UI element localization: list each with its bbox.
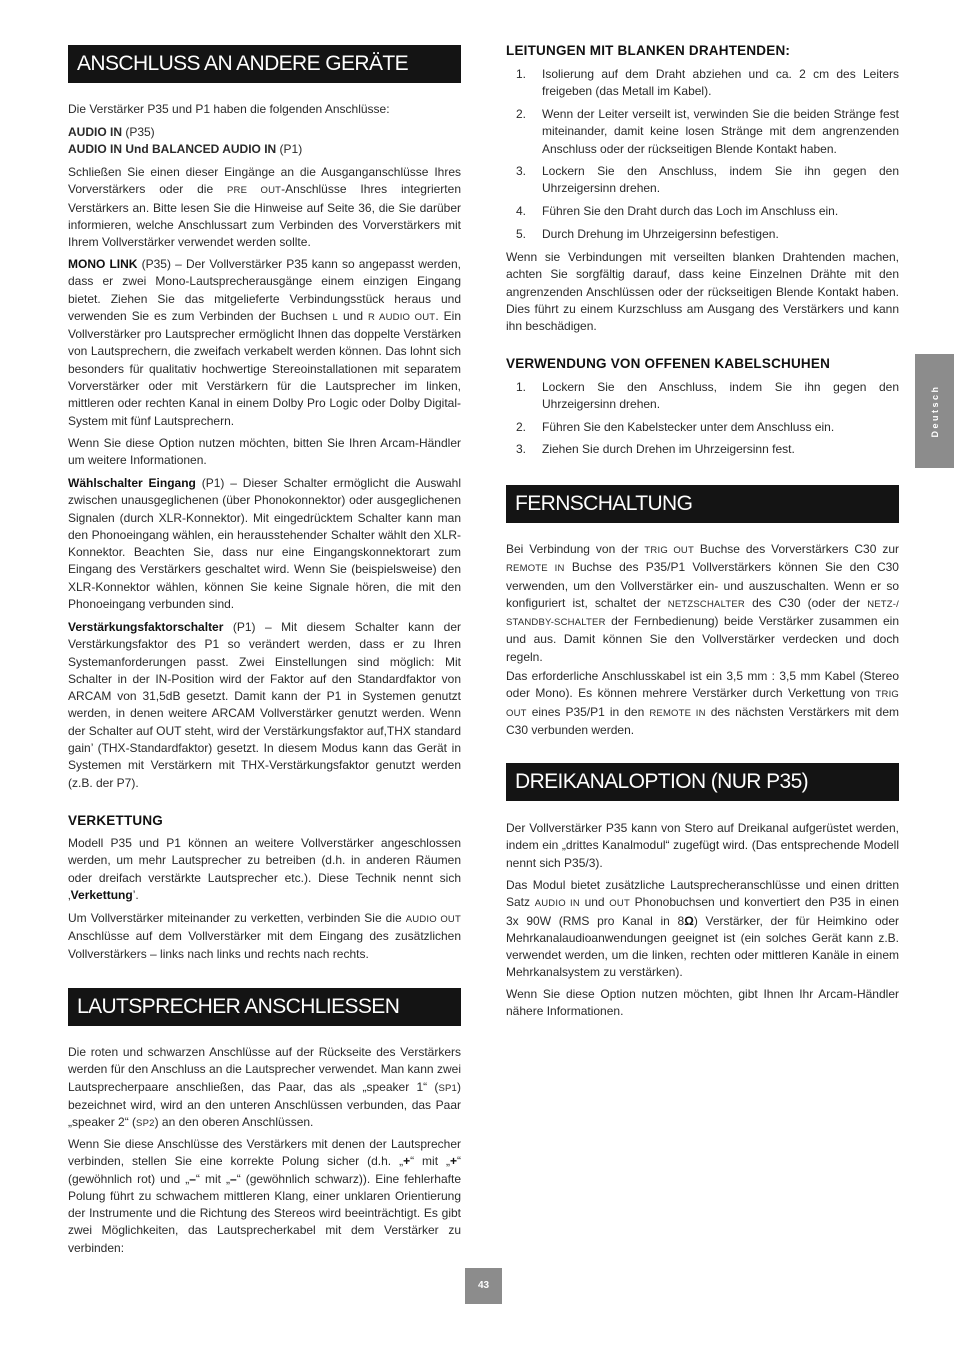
paragraph-bare-warning: Wenn sie Verbindungen mit verseilten blanken Drahtenden machen, achten Sie sorgfältig darauf, dass keine Einzelnen Drähte mit den angrenzenden Anschlüssen oder der rückseitigen Blende Kontakt haben. Dies führt zu einem Kurzschluss am Ausgang des Verstärkers und kann ihn beschädigen. [506, 250, 899, 334]
audio-in-balanced-line: AUDIO IN Und BALANCED AUDIO IN (P1) [68, 142, 303, 156]
paragraph-speaker-2: Wenn Sie diese Anschlüsse des Verstärkers mit denen der Lautsprecher verbinden, stellen Sie eine korrekte Polung sicher (d.h. „+“ mit „+“ (gewöhnlich rot) und „–“ mit „–“ (gewöhnlich schwarz)). Eine fehlerhafte Polung führt zu schwachem mittleren Klang, einer unklaren Orientierung der Instrumente und die Richtung des Stereos wird beeinträchtigt. Es gibt zwei Möglichkeiten, das Lautsprecherkabel mit dem Verstärker zu verbinden: [68, 1137, 461, 1255]
heading-verkettung: VERKETTUNG [68, 813, 164, 828]
paragraph-gain-switch: Verstärkungsfaktorschalter (P1) – Mit diesem Schalter kann der Verstärkungsfaktor des P1 so verändert werden, dass er zu Ihren Systemanforderungen passt. Zwei Einstellungen sind möglich: Mit Schalter in der IN-Position wird der Faktor auf den Standardfaktor von ARCAM von 31,5dB gesetzt. Damit kann der P1 in Systemen genutzt werden, in denen weitere ARCAM Vollverstärker genutzt werden. Wenn der Schalter auf OUT steht, wird der Verstärkungsfaktor auf,THX standard gain’ (THX-Standardfaktor) gesetzt. In diesem Modus kann das Gerät in Systemen mit Verstärkern mit THX-Verstärkungsfaktor genutzt werden (z.B. der P7). [68, 620, 461, 790]
section-heading-dreikanal: DREIKANALOPTION (NUR P35) [506, 763, 899, 801]
section-heading-fernschaltung: FERNSCHALTUNG [506, 485, 899, 523]
paragraph-option-info: Wenn Sie diese Option nutzen möchten, bitten Sie Ihren Arcam-Händler um weitere Informationen. [68, 436, 461, 468]
paragraph-input-selector: Wählschalter Eingang (P1) – Dieser Schalter ermöglicht die Auswahl zwischen unausgeglichenen (über Phonokonnektor) oder ausgeglichenen Signalen (durch XLR-Konnektor). Mit eingedrücktem Schalter kann man den Phonoeingang wählen, ein herausstehender Schalter wählt den XLR-Konnektor. Beachten Sie, dass nur eine Eingangskonnektorart zum Eingang des Verstärkers geschaltet wird. Wenn Sie (beispielsweise) den XLR-Konnektor wählen, können Sie keine Signale hören, die mit den Phonoeingang verbunden sind. [68, 476, 461, 612]
paragraph-chain-2: Um Vollverstärker miteinander zu verketten, verbinden Sie die AUDIO OUT Anschlüsse auf dem Vollverstärker mit dem Eingang des zusätzlichen Vollverstärkers – links nach links und rechts nach rechts. [68, 911, 461, 961]
paragraph-remote-2: Das erforderliche Anschlusskabel ist ein 3,5 mm : 3,5 mm Kabel (Stereo oder Mono). Es können mehrere Verstärker durch Verkettung von TRIG OUT eines P35/P1 in den REMOTE IN des nächsten Verstärkers mit dem C30 verbunden werden. [506, 669, 899, 737]
paragraph-mono-link: MONO LINK (P35) – Der Vollverstärker P35 kann so angepasst werden, dass er zwei Mono-Lautsprecherausgänge einem einzigen Eingang bietet. Ziehen Sie das mitgelieferte Verbindungsstück heraus und verwenden Sie es zum Verbinden der Buchsen L und R AUDIO OUT. Ein Vollverstärker pro Lautsprecher ermöglicht Ihnen das doppelte Verstärken von Lautsprechern, die zweifach verkabelt werden können. Das lohnt sich besonders für qualitativ hochwertige Stereoinstallationen mit separatem Vorverstärker oder mit Verstärkern für die Lautsprecher im linken, mittleren oder rechten Kanal in einem Dolby Pro Logic oder Dolby Digital-System mit fünf Lautsprechern. [68, 257, 461, 428]
paragraph-three-channel-1: Der Vollverstärker P35 kann von Stero auf Dreikanal aufgerüstet werden, indem ein „drittes Kanalmodul“ zugefügt wird. (Das entsprechende Modell nennt sich P35/3). [506, 821, 899, 870]
language-tab: Deutsch [915, 354, 954, 468]
paragraph-remote-1: Bei Verbindung von der TRIG OUT Buchse des Vorverstärkers C30 zur REMOTE IN Buchse des P35/P1 Vollverstärkers können Sie den C30 verwenden, um den Vollverstärker ein- und auszuschalten. Wenn er so konfiguriert ist, schaltet der NETZSCHALTER des C30 (oder der NETZ-/ STANDBY-SCHALTER der Fernbedienung) beide Verstärker zusammen ein und aus. Damit können Sie den Vollverstärker verdecken und doch regeln. [506, 542, 900, 664]
section-heading-lautsprecher: LAUTSPRECHER ANSCHLIESSEN [68, 988, 461, 1026]
heading-bare-wire: LEITUNGEN MIT BLANKEN DRAHTENDEN: [506, 43, 791, 58]
paragraph-three-channel-2: Das Modul bietet zusätzliche Lautsprecheranschlüsse und einen dritten Satz AUDIO IN und OUT Phonobuchsen und konvertiert den P35 in einen 3x 90W (RMS pro Kanal in 8Ω) Verstärker, der für Heimkino oder Mehrkanalaudioanwendungen geeignet ist (ein solches Gerät kann z.B. verwendet werden, um die linken, rechten oder mittleren Kanäle in einem Mehrkanalsystem zu verstärken). [506, 878, 900, 980]
paragraph-connect: Schließen Sie einen dieser Eingänge an die Ausganganschlüsse Ihres Vorverstärkers oder die PRE OUT-Anschlüsse Ihres integrierten Verstärkers an. Bitte lesen Sie die Hinweise auf Seite 36, die Sie darüber informieren, welche Anschlussart zum Verbinden des Vorverstärkers mit Ihrem Vollverstärker verwendet werden sollte. [68, 165, 461, 250]
paragraph-speaker-1: Die roten und schwarzen Anschlüsse auf der Rückseite des Verstärkers werden für den Anschluss an die Lautsprecher verwendet. Man kann zwei Lautsprecherpaare anschließen, das Paar, das als „speaker 1“ (SP1) bezeichnet wird, wird an den unteren Anschlüssen verbunden, das Paar „speaker 2“ (SP2) an den oberen Anschlüssen. [68, 1045, 461, 1130]
paragraph-chain-1: Modell P35 und P1 können an weitere Vollverstärker angeschlossen werden, um mehr Lautsprecher zu betreiben (d.h. in anderen Räumen oder dreifach verstärkte Lautsprecher etc.). Diese Technik nennt sich ‚Verkettung’. [68, 836, 461, 902]
section-heading-anschluss: ANSCHLUSS AN ANDERE GERÄTE [68, 45, 461, 83]
audio-in-line: AUDIO IN (P35) [68, 125, 155, 139]
paragraph-three-channel-3: Wenn Sie diese Option nutzen möchten, gibt Ihnen Ihr Arcam-Händler nähere Informationen. [506, 987, 899, 1019]
intro-text: Die Verstärker P35 und P1 haben die folgenden Anschlüsse: [68, 102, 390, 116]
heading-cable-lugs: VERWENDUNG VON OFFENEN KABELSCHUHEN [506, 356, 831, 371]
page-number: 43 [465, 1268, 502, 1304]
